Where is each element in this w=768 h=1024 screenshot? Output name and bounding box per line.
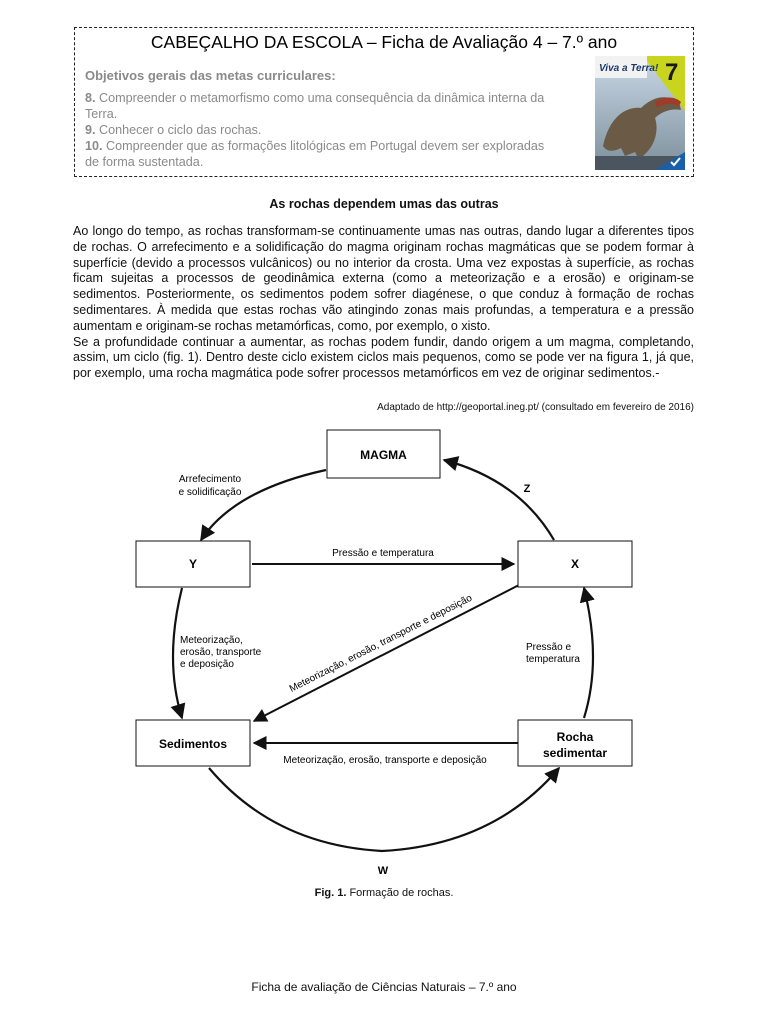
- figure-caption-label: Fig. 1.: [314, 887, 347, 899]
- label-arrefecimento-1: Arrefecimento: [178, 474, 242, 485]
- label-z: Z: [523, 483, 531, 495]
- rock-cycle-diagram: [134, 425, 634, 875]
- label-meteor-bottom: Meteorização, erosão, transporte e deposição: [283, 755, 487, 766]
- arc-rocha-to-x: [584, 588, 593, 718]
- label-meteor-diagonal: Meteorização, erosão, transporte e deposição: [287, 592, 475, 695]
- article-title: As rochas dependem umas das outras: [269, 197, 499, 211]
- objective-text: Conhecer o ciclo das rochas.: [99, 123, 262, 137]
- objective-item: [85, 90, 555, 122]
- box-x-label: X: [570, 557, 580, 571]
- cover-grade: 7: [665, 59, 679, 86]
- label-pressao-right-1: Pressão e: [526, 642, 572, 653]
- label-arrefecimento-2: e solidificação: [178, 487, 242, 498]
- objective-number: 9.: [85, 123, 96, 137]
- label-pressao-right-2: temperatura: [526, 654, 580, 665]
- label-pressao-temperatura-top: Pressão e temperatura: [332, 548, 434, 559]
- figure-caption: [0, 887, 768, 899]
- objective-item: [85, 138, 555, 170]
- label-meteor-left-3: e deposição: [180, 659, 234, 670]
- article-body: [73, 224, 694, 382]
- figure-caption-text: Formação de rochas.: [349, 887, 454, 899]
- label-meteor-left-1: Meteorização,: [180, 635, 243, 646]
- label-meteor-left-2: erosão, transporte: [180, 647, 262, 658]
- objectives-list: [85, 90, 555, 170]
- box-y-label: Y: [188, 557, 198, 571]
- header-box: [74, 27, 694, 177]
- header-title: CABEÇALHO DA ESCOLA – Ficha de Avaliação 4 – 7.º ano: [150, 32, 618, 52]
- box-rocha-label-2: sedimentar: [542, 746, 608, 760]
- arc-sedimentos-to-rocha: [209, 768, 559, 851]
- book-cover-image: [595, 56, 685, 170]
- objective-item: [85, 122, 555, 138]
- objective-text: Compreender que as formações litológicas em Portugal devem ser exploradas de forma sustentada.: [85, 139, 545, 169]
- objective-number: 8.: [85, 91, 96, 105]
- box-sedimentos-label: Sedimentos: [158, 737, 228, 751]
- cover-title: Viva a Terra!: [599, 63, 659, 74]
- article-paragraph: Ao longo do tempo, as rochas transformam-se continuamente umas nas outras, dando lugar a diferentes tipos de rochas. O arrefecimento e a solidificação do magma originam rochas magmáticas que se podem formar à superfície (devido a processos vulcânicos) ou no interior da crosta. Uma vez expostas à superfície, as rochas ficam sujeitas a processos de geodinâmica externa (como a meteorização e a erosão) e originam-se sedimentos. Posteriormente, os sedimentos podem sofrer diagénese, o que conduz à formação de rochas sedimentares. À medida que estas rochas vão atingindo zonas mais profundas, a temperatura e a pressão aumentam e originam-se rochas metamórficas, como, por exemplo, o xisto.: [73, 224, 694, 333]
- label-w: W: [377, 865, 389, 875]
- box-rocha-label-1: Rocha: [556, 730, 594, 744]
- arc-x-to-magma: [444, 460, 554, 540]
- objective-text: Compreender o metamorfismo como uma consequência da dinâmica interna da Terra.: [85, 91, 545, 121]
- page-footer: Ficha de avaliação de Ciências Naturais – 7.º ano: [251, 980, 517, 994]
- objective-number: 10.: [85, 139, 103, 153]
- objectives-heading: Objetivos gerais das metas curriculares:: [85, 68, 336, 83]
- box-magma-label: MAGMA: [360, 448, 407, 462]
- source-citation: Adaptado de http://geoportal.ineg.pt/ (consultado em fevereiro de 2016): [377, 402, 694, 413]
- arrow-x-to-sedimentos: [254, 585, 519, 721]
- article-paragraph: Se a profundidade continuar a aumentar, as rochas podem fundir, dando origem a um magma, completando, assim, um ciclo (fig. 1). Dentro deste ciclo existem ciclos mais pequenos, como se pode ver na figura 1, já que, por exemplo, uma rocha magmática pode sofrer processos metamórficos em vez de originar sedimentos.-: [73, 334, 694, 381]
